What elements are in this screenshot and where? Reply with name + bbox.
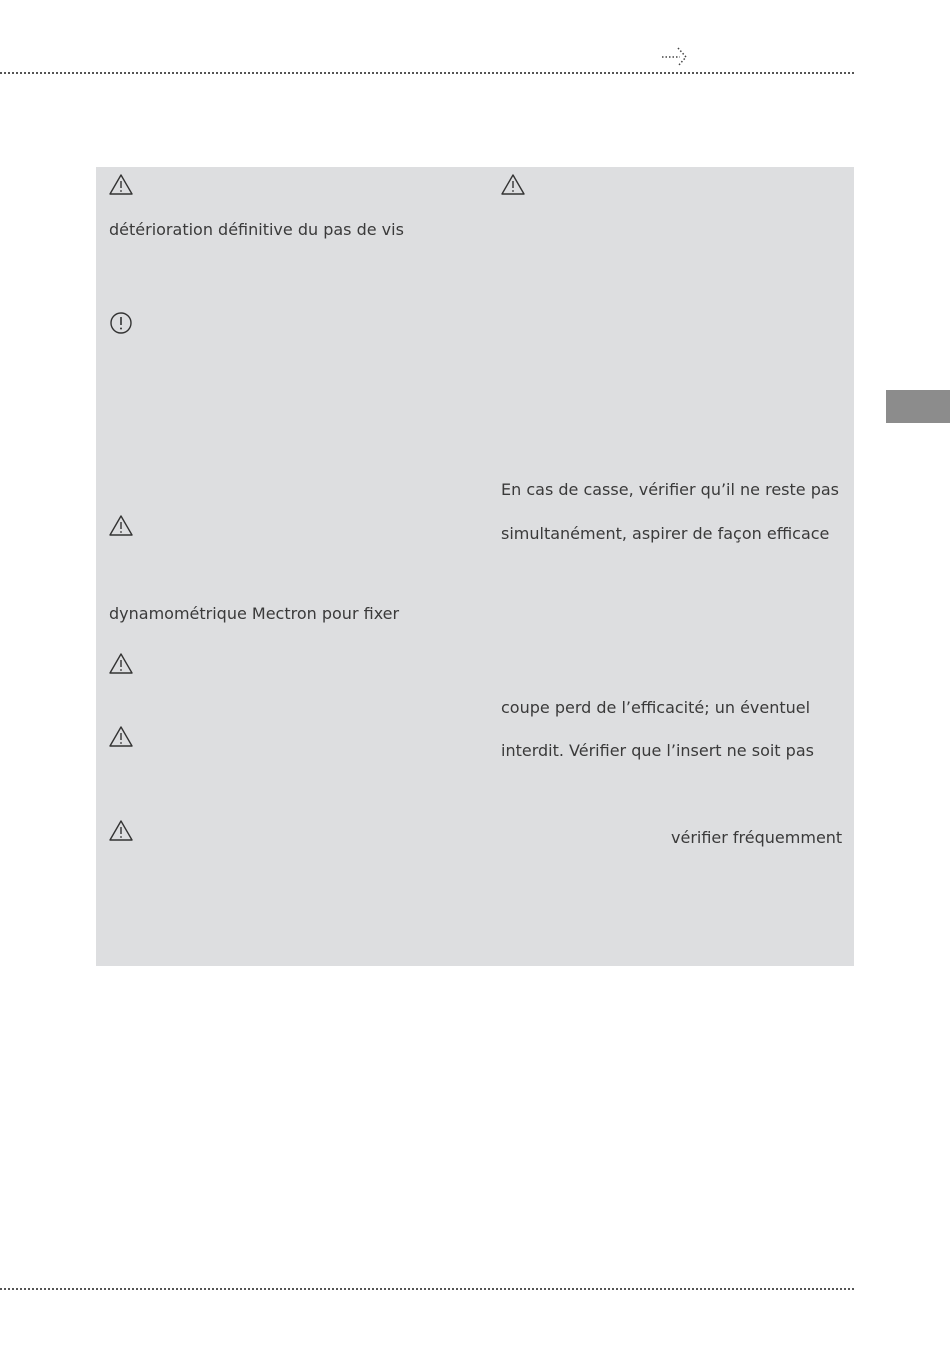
exclamation-circle-icon [108, 311, 134, 335]
warning-triangle-icon [500, 173, 526, 197]
right-text-line: interdit. Vérifier que l’insert ne soit pas [501, 741, 814, 760]
warning-triangle-icon [108, 514, 134, 538]
left-text-line: détérioration définitive du pas de vis [109, 220, 404, 239]
warnings-panel [96, 167, 854, 966]
top-dotted-rule [0, 72, 854, 74]
warning-triangle-icon [108, 725, 134, 749]
warning-triangle-icon [108, 819, 134, 843]
right-text-line: simultanément, aspirer de façon efficace [501, 524, 830, 543]
dotted-arrow-right-icon [660, 44, 690, 70]
warning-triangle-icon [108, 173, 134, 197]
warning-triangle-icon [108, 652, 134, 676]
right-text-line: En cas de casse, vérifier qu’il ne reste pas [501, 480, 839, 499]
right-text-line: coupe perd de l’efficacité; un éventuel [501, 698, 811, 717]
right-text-line: vérifier fréquemment [671, 828, 843, 847]
left-text-line: dynamométrique Mectron pour fixer [109, 604, 400, 623]
bottom-dotted-rule [0, 1288, 854, 1290]
chapter-side-tab [886, 390, 950, 423]
